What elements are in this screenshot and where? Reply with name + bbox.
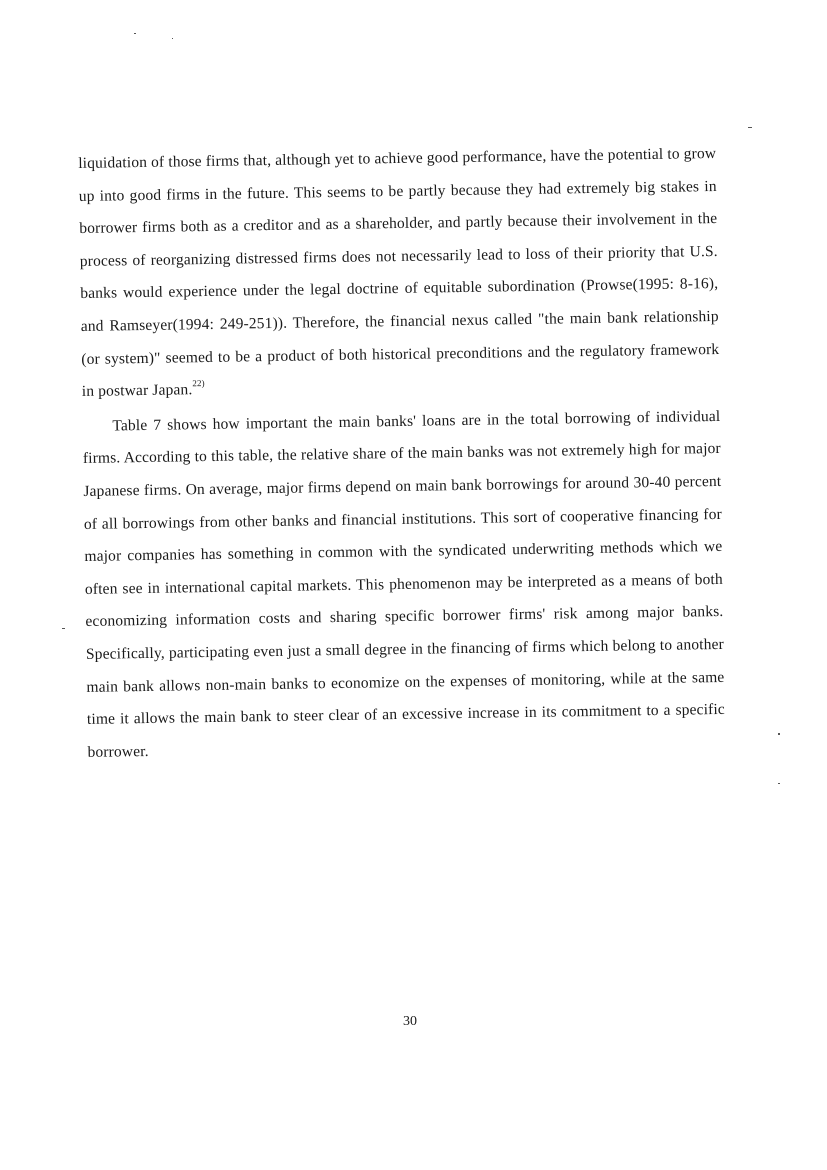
paragraph-text: liquidation of those firms that, although yet to achieve good performance, have the potential to grow up into good firms in the future. This seems to be partly because they had extremely big stakes in borrower firms both as a creditor and as a shareholder, and partly because their involvement in the process of reorganizing distressed firms does not necessarily lead to loss of their priority that U.S. banks would experience under the legal doctrine of equitable subordination (Prowse(1995: 8-16), and Ramseyer(1994: 249-251)). Therefore, the financial nexus called "the main bank relationship (or system)" seemed to be a product of both historical preconditions and the regulatory framework in postwar Japan. bbox=[78, 144, 720, 401]
body-text bbox=[78, 138, 726, 769]
scan-speck bbox=[134, 33, 136, 34]
scan-speck bbox=[172, 38, 173, 39]
paragraph bbox=[82, 401, 726, 770]
scan-speck bbox=[778, 733, 780, 735]
scan-speck bbox=[748, 127, 752, 128]
scan-speck bbox=[778, 783, 780, 784]
scan-speck bbox=[62, 628, 65, 629]
paragraph bbox=[78, 138, 720, 409]
paragraph-text: Table 7 shows how important the main banks' loans are in the total borrowing of individual firms. According to this table, the relative share of the main banks was not extremely high for major Japanese firms. On average, major firms depend on main bank borrowings for around 30-40 percent of all borrowings from other banks and financial institutions. This sort of cooperative financing for major companies has something in common with the syndicated underwriting methods which we often see in international capital markets. This phenomenon may be interpreted as a means of both economizing information costs and sharing specific borrower firms' risk among major banks. Specifically, participating even just a small degree in the financing of firms which belong to another main bank allows non-main banks to economize on the expenses of monitoring, while at the same time it allows the main bank to steer clear of an excessive increase in its commitment to a specific borrower. bbox=[82, 407, 726, 761]
page-number: 30 bbox=[403, 1014, 417, 1029]
footnote-reference: 22) bbox=[192, 378, 205, 389]
